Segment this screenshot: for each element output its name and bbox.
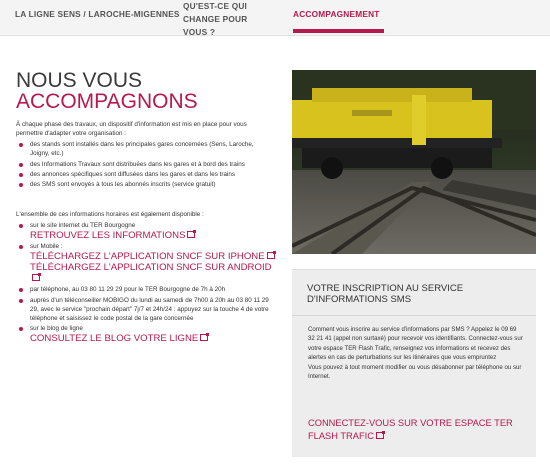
list-item: auprès d'un téléconseiller MOBIGO du lundi au samedi de 7h00 à 20h au 03 80 11 29 29, avec le service "prochain départ" 7j/7 et 24h/24 : appuyez sur la touche 4 de votre téléphone et saisissez le code postal de la gare concernée <box>16 296 276 323</box>
page-title-line2: ACCOMPAGNONS <box>16 90 198 113</box>
list-item: par téléphone, au 03 80 11 29 29 pour le TER Bourgogne de 7h à 20h <box>16 285 276 294</box>
top-navigation <box>0 0 550 36</box>
list-item: des SMS sont envoyés à tous les abonnés inscrits (service gratuit) <box>16 180 271 189</box>
active-tab-indicator <box>293 29 384 33</box>
sms-panel-title: VOTRE INSCRIPTION AU SERVICE D'INFORMATIONS SMS <box>307 283 464 305</box>
iphone-app-link-label: TÉLÉCHARGEZ L'APPLICATION SNCF SUR IPHONE <box>30 251 265 263</box>
web-info-link-label: RETROUVEZ LES INFORMATIONS <box>30 230 186 242</box>
intro-section <box>16 120 271 190</box>
nav-item-accompagnement[interactable]: ACCOMPAGNEMENT <box>293 9 380 19</box>
hours-intro: L'ensemble de ces informations horaires est également disponible : <box>16 211 204 218</box>
blog-link-label: CONSULTEZ LE BLOG VOTRE LIGNE <box>30 333 199 344</box>
android-app-link-label: TÉLÉCHARGEZ L'APPLICATION SNCF SUR ANDROID <box>30 262 272 274</box>
external-link-icon <box>376 432 384 439</box>
external-link-icon <box>32 274 40 281</box>
web-info-link[interactable] <box>30 230 276 241</box>
flash-trafic-link[interactable] <box>308 417 523 443</box>
iphone-app-link[interactable] <box>30 251 276 262</box>
page-title <box>16 70 198 112</box>
sms-panel-body: Comment vous inscrire au service d'informations par SMS ? Appelez le 09 69 32 21 41 (appel non surtaxé) pour recevoir vos identifiants. Connectez-vous sur votre espace TER Flash Trafic, renseignez vos informations et recevez des alertes en cas de perturbations sur les itinéraires que vous empruntez Vous pouvez à tout moment modifier ou vous désabonner par téléphone ou sur Internet. <box>308 326 523 381</box>
intro-list <box>16 140 271 189</box>
flash-trafic-link-label: CONNECTEZ-VOUS SUR VOTRE ESPACE TER FLASH TRAFIC <box>308 418 513 441</box>
hours-section <box>16 210 276 345</box>
mobile-label: sur Mobile : <box>30 243 63 251</box>
railway-works-photo <box>292 70 536 254</box>
list-item <box>16 242 276 284</box>
external-link-icon <box>200 334 208 341</box>
external-link-icon <box>267 252 275 259</box>
nav-item-la-ligne[interactable]: LA LIGNE SENS / LAROCHE-MIGENNES <box>15 9 180 19</box>
blog-link[interactable] <box>30 333 276 344</box>
nav-item-quest-ce-qui-change[interactable]: QU'EST-CE QUI CHANGE POUR VOUS ? <box>183 1 248 37</box>
divider <box>292 315 536 316</box>
list-item <box>16 324 276 344</box>
hours-list <box>16 221 276 344</box>
list-item: des Informations Travaux sont distribuées dans les gares et à bord des trains <box>16 160 271 169</box>
list-item: des stands sont installés dans les principales gares concernées (Sens, Laroche, Joigny, etc.) <box>16 140 271 158</box>
sms-panel <box>292 269 536 457</box>
intro-text: À chaque phase des travaux, un dispositif d'information est mis en place pour vous permettre d'adapter votre organisation : <box>16 121 247 138</box>
list-item <box>16 221 276 241</box>
android-app-link[interactable] <box>30 262 276 284</box>
railway-works-image <box>292 70 536 254</box>
external-link-icon <box>187 231 195 238</box>
list-item: des annonces spécifiques sont diffusées dans les gares et dans les trains <box>16 170 271 179</box>
web-label: sur le site internet du TER Bourgogne <box>30 222 136 230</box>
page-title-line1: NOUS VOUS <box>16 69 143 92</box>
blog-label: sur le blog de ligne <box>30 324 83 332</box>
